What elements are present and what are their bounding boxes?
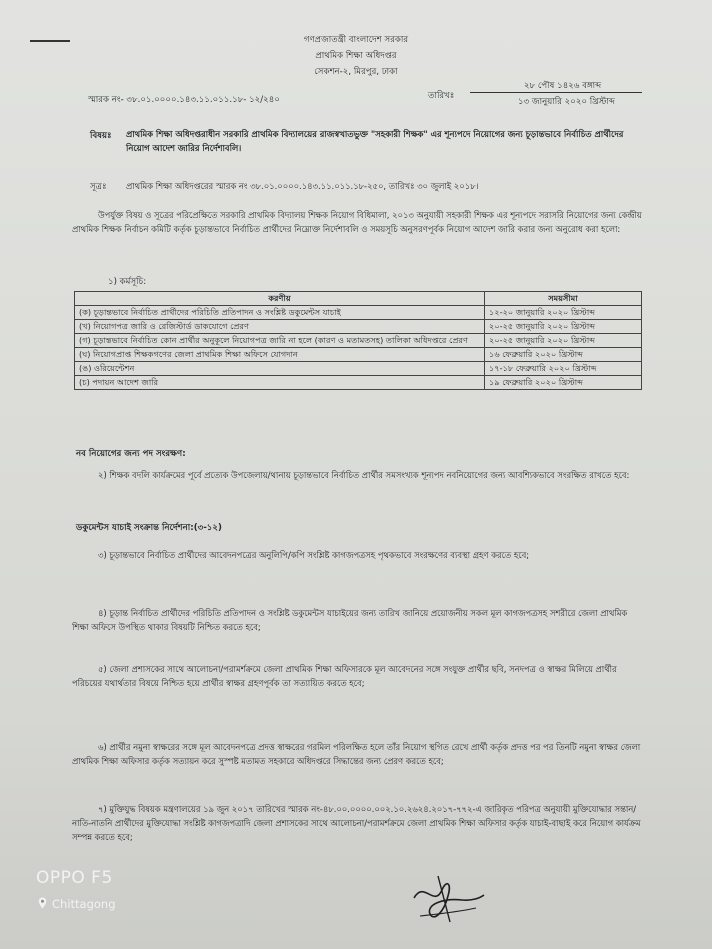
deadline-cell: ১২-২০ জানুয়ারি ২০২০ খ্রিস্টাব্দ [485,306,642,320]
signature [408,868,488,928]
location-watermark [38,897,116,911]
schedule-title: ১) কর্মসূচি: [108,277,147,287]
dash-mark [30,40,70,42]
location-pin-icon [38,897,47,909]
task-cell: (খ) নিয়োগপত্র জারি ও রেজিস্টার্ড ডাকযোগে প্রেরণ [75,320,485,334]
subject-label: বিষয়ঃ [90,131,112,141]
paragraph-3: ৩) চূড়ান্তভাবে নির্বাচিত প্রার্থীদের আবেদনপত্রের অনুলিপি/কপি সংশ্লিষ্ট কাগজপত্রসহ পৃথকভাবে সংরক্ষণের ব্যবস্থা গ্রহণ করতে হবে; [98,550,530,560]
date-label: তারিখঃ [428,91,455,101]
table-row [75,334,642,348]
task-cell: (চ) পদায়ন আদেশ জারি [75,376,485,390]
deadline-cell: ২০-২৫ জানুয়ারি ২০২০ খ্রিস্টাব্দ [485,320,642,334]
column-header-task: করণীয় [75,292,485,306]
task-cell: (ঘ) নিয়োগপ্রাপ্ত শিক্ষকগণের জেলা প্রাথমিক শিক্ষা অফিসে যোগদান [75,348,485,362]
table-row [75,376,642,390]
paragraph-6: ৬) প্রার্থীর নমুনা স্বাক্ষরের সঙ্গে মূল আবেদনপত্রে প্রদত্ত স্বাক্ষরের গরমিল পরিলক্ষিত হলে তাঁর নিয়োগ স্থগিত রেখে প্রার্থী কর্তৃক প্রদত্ত পর পর তিনটি নমুনা স্বাক্ষর জেলা প্রাথমিক শিক্ষা অফিসার কর্তৃক সত্যায়ন করে সুস্পষ্ট মতামত সহকারে অধিদপ্তরে সিদ্ধান্তের জন্য প্রেরণ করতে হবে; [72,742,641,766]
header-address: সেকশন-২, মিরপুর, ঢাকা [314,67,398,77]
memo-number: ৩৮.০১.০০০০.১৪৩.১১.০১১.১৮- ১২/২৪০ [126,95,280,105]
section-reserve-heading: নব নিয়োগের জন্য পদ সংরক্ষণ: [76,449,186,459]
header-directorate: প্রাথমিক শিক্ষা অধিদপ্তর [315,51,397,61]
date-english: ১৩ জানুয়ারি ২০২০ খ্রিস্টাব্দ [518,97,615,107]
schedule-table [74,291,642,390]
deadline-cell: ১৬ ফেব্রুয়ারি ২০২০ খ্রিস্টাব্দ [485,348,642,362]
intro-paragraph: উপর্যুক্ত বিষয় ও সূত্রের পরিপ্রেক্ষিতে সরকারি প্রাথমিক বিদ্যালয় শিক্ষক নিয়োগ বিধিমালা, ২০১৩ অনুযায়ী সহকারী শিক্ষক এর শূন্যপদে সরাসরি নিয়োগের জন্য কেন্দ্রীয় প্রাথমিক শিক্ষক নির্বাচন কমিটি কর্তৃক চূড়ান্তভাবে নির্বাচিত প্রার্থীদের নিম্নোক্ত নির্দেশাবলি ও সময়সূচি অনুসরণপূর্বক নিয়োগ আদেশ জারি করার জন্য অনুরোধ করা হলো: [72,210,642,234]
location-text: Chittagong [52,897,116,911]
paragraph-5: ৫) জেলা প্রশাসকের সাথে আলোচনা/পরামর্শক্রমে জেলা প্রাথমিক শিক্ষা অফিসারকে মূল আবেদনের সঙ্গে সংযুক্ত প্রার্থীর ছবি, সনদপত্র ও স্বাক্ষর মিলিয়ে প্রার্থীর পরিচয়ের যথার্থতার বিষয়ে নিশ্চিত হয়ে প্রার্থীর স্বাক্ষর গ্রহণপূর্বক তা সত্যায়িত করতে হবে; [72,664,617,688]
paragraph-7: ৭) মুক্তিযুদ্ধ বিষয়ক মন্ত্রণালয়ের ১৯ জুন ২০১৭ তারিখের স্মারক নং-৪৮.০০.০০০০.০০২.১০.২৬২৪.২০১৭-৭৭২-এ জারিকৃত পরিপত্র অনুযায়ী মুক্তিযোদ্ধার সন্তান/নাতি-নাতনি প্রার্থীদের মুক্তিযোদ্ধা সংশ্লিষ্ট কাগজপত্রাদি জেলা প্রশাসকের সাথে আলোচনা/পরামর্শক্রমে জেলা প্রাথমিক শিক্ষা অফিসার কর্তৃক যাচাই-বাছাই করে নিয়োগ কার্যক্রম সম্পন্ন করতে হবে; [72,804,641,842]
deadline-cell: ২০-২৫ জানুয়ারি ২০২০ খ্রিস্টাব্দ [485,334,642,348]
table-header-row [75,292,642,306]
table-row [75,348,642,362]
deadline-cell: ১৯ ফেব্রুয়ারি ২০২০ খ্রিস্টাব্দ [485,376,642,390]
deadline-cell: ১৭-১৮ ফেব্রুয়ারি ২০২০ খ্রিস্টাব্দ [485,362,642,376]
reference-text: প্রাথমিক শিক্ষা অধিদপ্তরের স্মারক নং ৩৮.০১.০০০০.১৪৩.১১.০১১.১৮-২৫০, তারিখঃ ৩০ জুলাই ২০১৮। [126,181,479,191]
memo-label: স্মারক নং- [88,95,124,105]
table-row [75,306,642,320]
paragraph-4: ৪) চূড়ান্ত নির্বাচিত প্রার্থীদের পরিচিতি প্রতিপাদন ও সংশ্লিষ্ট ডকুমেন্টস যাচাইয়ের জন্য তারিখ জানিয়ে প্রয়োজনীয় সকল মূল কাগজপত্রসহ সশরীরে জেলা প্রাথমিক শিক্ষা অফিসে উপস্থিত থাকার বিষয়টি নিশ্চিত করতে হবে; [72,608,628,632]
camera-watermark: OPPO F5 [36,868,113,888]
table-row [75,320,642,334]
task-cell: (ঙ) ওরিয়েন্টেশন [75,362,485,376]
reference-label: সূত্রঃ [90,182,107,192]
table-row [75,362,642,376]
task-cell: (গ) চূড়ান্তভাবে নির্বাচিত কোন প্রার্থীর অনুকূলে নিয়োগপত্র জারি না হলে (কারণ ও মতামতসহ) তালিকা অধিদপ্তরে প্রেরণ [75,334,485,348]
section-docs-heading: ডকুমেন্টস যাচাই সংক্রান্ত নির্দেশনা:(৩-১২) [76,523,222,533]
column-header-deadline: সময়সীমা [485,292,642,306]
date-divider [470,92,642,93]
task-cell: (ক) চূড়ান্তভাবে নির্বাচিত প্রার্থীদের পরিচিতি প্রতিপাদন ও সংশ্লিষ্ট ডকুমেন্টস যাচাই [75,306,485,320]
subject-text: প্রাথমিক শিক্ষা অধিদপ্তরাধীন সরকারি প্রাথমিক বিদ্যালয়ের রাজস্বখাতভুক্ত "সহকারী শিক্ষক" এর শূন্যপদে নিয়োগের জন্য চূড়ান্তভাবে নির্বাচিত প্রার্থীদের নিয়োগ আদেশ জারির নির্দেশাবলি। [126,129,624,153]
memo-number-line [88,94,280,106]
paragraph-2: ২) শিক্ষক বদলি কার্যক্রমের পূর্বে প্রত্যেক উপজেলায়/থানায় চূড়ান্তভাবে নির্বাচিত প্রার্থীর সমসংখ্যক শূন্যপদ নবনিয়োগের জন্য আবশ্যিকভাবে সংরক্ষিত রাখতে হবে: [98,470,630,480]
header-government: গণপ্রজাতন্ত্রী বাংলাদেশ সরকার [303,35,409,45]
date-bangla: ২৮ পৌষ ১৪২৬ বঙ্গাব্দ [524,81,602,91]
